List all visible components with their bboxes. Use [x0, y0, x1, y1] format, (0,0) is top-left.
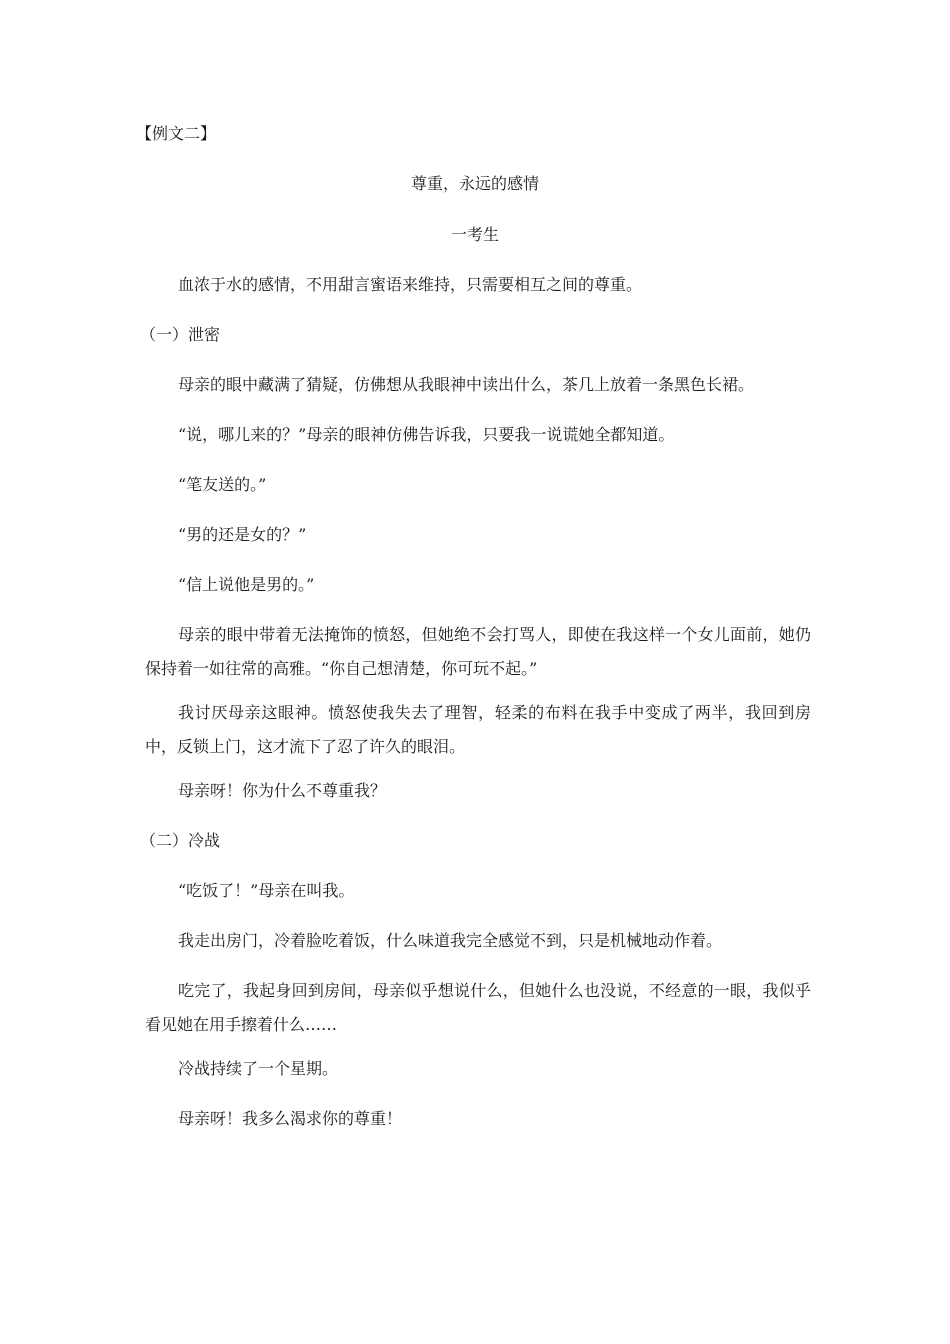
- example-tag: 【例文二】: [136, 124, 217, 143]
- paragraph: 母亲呀！你为什么不尊重我？: [178, 781, 387, 800]
- essay-title: 尊重，永远的感情: [410, 174, 539, 193]
- paragraph: “男的还是女的？”: [178, 525, 307, 544]
- paragraph: “说，哪儿来的？”母亲的眼神仿佛告诉我，只要我一说谎她全都知道。: [178, 425, 675, 444]
- paragraph: 母亲的眼中藏满了猜疑，仿佛想从我眼神中读出什么，茶几上放着一条黑色长裙。: [178, 375, 755, 394]
- paragraph: “信上说他是男的。”: [178, 575, 315, 594]
- paragraph: 冷战持续了一个星期。: [178, 1059, 339, 1078]
- paragraph: “笔友送的。”: [178, 475, 267, 494]
- section-heading-2: （二）冷战: [140, 831, 221, 850]
- essay-author: 一考生: [450, 225, 499, 244]
- intro-paragraph: 血浓于水的感情，不用甜言蜜语来维持，只需要相互之间的尊重。: [178, 275, 643, 294]
- paragraph: 母亲的眼中带着无法掩饰的愤怒，但她绝不会打骂人，即使在我这样一个女儿面前，她仍保持着一如往常的高雅。“你自己想清楚，你可玩不起。”: [145, 625, 811, 678]
- section-heading-1: （一）泄密: [140, 325, 221, 344]
- paragraph: 吃完了，我起身回到房间，母亲似乎想说什么，但她什么也没说，不经意的一眼，我似乎看见她在用手擦着什么……: [145, 981, 811, 1034]
- paragraph: 我走出房门，冷着脸吃着饭，什么味道我完全感觉不到，只是机械地动作着。: [178, 931, 723, 950]
- paragraph: 我讨厌母亲这眼神。愤怒使我失去了理智，轻柔的布料在我手中变成了两半，我回到房中，反锁上门，这才流下了忍了许久的眼泪。: [145, 703, 811, 756]
- paragraph: “吃饭了！”母亲在叫我。: [178, 881, 355, 900]
- paragraph: 母亲呀！我多么渴求你的尊重！: [178, 1109, 403, 1128]
